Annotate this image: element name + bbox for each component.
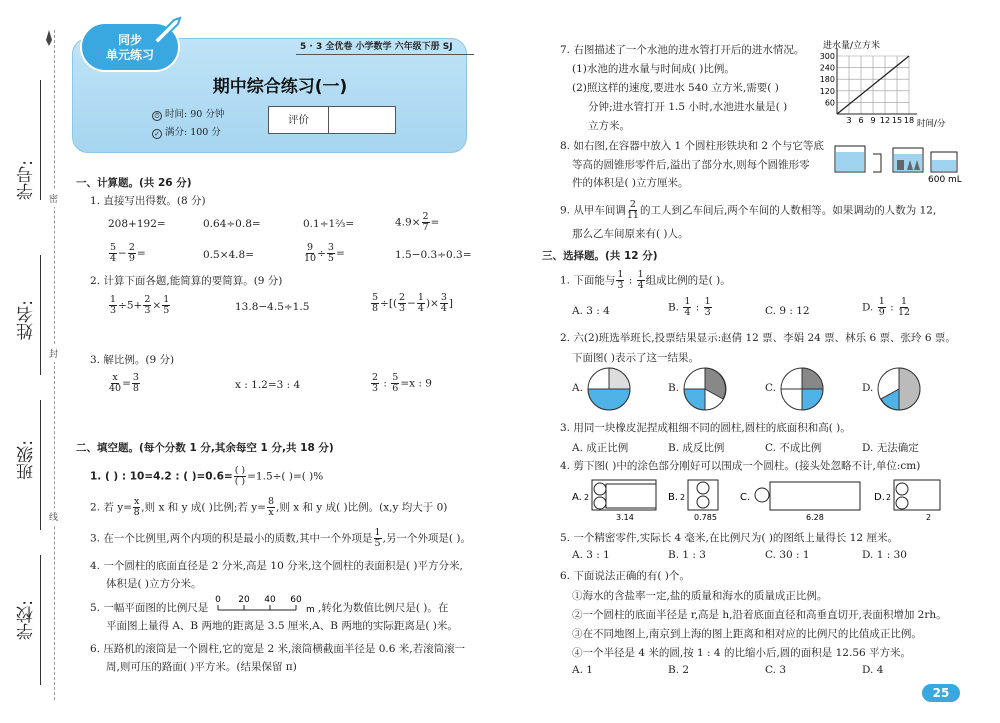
seal-xian: 线 — [49, 508, 58, 525]
r7-prompt: 7. 右图描述了一个水池的进水管打开后的进水情况。 — [560, 44, 805, 56]
chart-ytick: 120 — [819, 86, 835, 96]
cut-line — [54, 30, 55, 700]
q1-item-6: 0.5×4.8= — [203, 249, 254, 261]
net-d-label: D. — [874, 492, 885, 503]
fill-6a: 6. 压路机的滚筒是一个圆柱,它的宽是 2 米,滚筒横截面半径是 0.6 米,若滚筒滚一 — [90, 643, 466, 655]
chart-ytick: 240 — [819, 63, 835, 73]
c2-option-d-label[interactable]: D. — [862, 382, 874, 394]
section-3-heading: 三、选择题。(共 12 分) — [542, 250, 658, 262]
q2-prompt: 2. 计算下面各题,能简算的要简算。(9 分) — [90, 275, 283, 287]
c1-option-a[interactable]: A. 3 : 4 — [572, 305, 610, 317]
c6-option-a[interactable]: A. 1 — [572, 664, 593, 676]
r7-sub2: (2)照这样的速度,要进水 540 立方米,需要( ) — [572, 82, 779, 94]
c5-option-b[interactable]: B. 1 : 3 — [668, 549, 706, 561]
c6-option-d[interactable]: D. 4 — [862, 664, 884, 676]
fill-5b: ,转化为数值比例尺是( )。在 — [318, 602, 449, 614]
c6-statement-2: ②一个圆柱的底面半径是 r,高是 h,沿着底面直径和高垂直切开,表面积增加 2rh。 — [572, 609, 947, 621]
fill-2: 2. 若 y= $\frac{x}{8}$ ,则 x 和 y 成( )比例;若 y= $\frac{8}{x}$ ,则 x 和 y 成( )比例。(x,y 均大于 0) — [90, 496, 448, 518]
chart-xlabel: 时间/分 — [917, 119, 946, 129]
evaluation-box[interactable] — [268, 106, 396, 134]
q1-item-5: $\frac{5}{4}$ − $\frac{2}{9}$ = — [110, 242, 146, 264]
seal-mi: 密 — [49, 190, 58, 207]
section-1-heading: 一、计算题。(共 26 分) — [76, 177, 192, 189]
fill-1: 1. ( ) : 10=4.2 : ( )=0.6= $\frac{( )}{( )}$ =1.5÷( )=( )% — [90, 465, 324, 487]
chart-ytick: 60 — [824, 98, 835, 108]
q3-item-1: $\frac{x}{40}$ = $\frac{3}{8}$ — [109, 372, 139, 394]
net-c-label: C. — [740, 492, 751, 503]
c5-option-c[interactable]: C. 30 : 1 — [765, 549, 810, 561]
fill-4b: 体积是( )立方分米。 — [106, 578, 202, 590]
seal-feng: 封 — [49, 345, 58, 362]
c2-option-b-label[interactable]: B. — [668, 382, 680, 394]
c6-option-b[interactable]: B. 2 — [668, 664, 690, 676]
binding-strip — [0, 0, 70, 723]
q2-item-3: $\frac{5}{8}$ ÷[( $\frac{2}{3}$ − $\frac{1}{4}$ )× $\frac{3}{4}$ ] — [372, 292, 454, 314]
chart-xtick: 15 — [891, 116, 903, 125]
student-no-line — [40, 80, 41, 200]
net-a-width: 3.14 — [616, 513, 634, 522]
fill-3: 3. 在一个比例里,两个内项的积是最小的质数,其中一个外项是 $\frac{1}{5}$ ,另一个外项是( )。 — [90, 527, 471, 549]
c1-option-b[interactable]: B. $\frac{1}{4}$ : $\frac{1}{3}$ — [668, 296, 711, 318]
scale-bar — [210, 592, 318, 616]
chart-xtick: 18 — [903, 116, 915, 125]
r9-line1: 9. 从甲车间调 $\frac{2}{11}$ 的工人到乙车间后,两个车间的人数相等。如果调动的人数为 12, — [560, 199, 937, 221]
container-figure — [833, 138, 963, 184]
q1-prompt: 1. 直接写出得数。(8 分) — [90, 195, 206, 207]
clock-icon: ⏱ — [152, 111, 162, 121]
page-number: 25 — [922, 684, 960, 702]
c3-option-d[interactable]: D. 无法确定 — [862, 442, 919, 454]
fill-4a: 4. 一个圆柱的底面直径是 2 分米,高是 10 分米,这个圆柱的表面积是( )平方分米, — [90, 560, 463, 572]
scale-tick-40: 40 — [264, 595, 276, 605]
net-a-label: A. — [572, 492, 582, 503]
evaluation-label: 评价 — [269, 107, 329, 133]
q3-item-3: $\frac{2}{3}$ : $\frac{5}{6}$ =x : 9 — [372, 372, 432, 394]
fill-5c: 平面图上量得 A、B 两地的距离是 3.5 厘米,A、B 两地的实际距离是( )米。 — [106, 620, 458, 632]
c3-option-c[interactable]: C. 不成比例 — [765, 442, 822, 454]
school-label: 学校: — [17, 600, 37, 640]
class-label: 班级: — [17, 440, 37, 480]
fill-5a: 5. 一幅平面图的比例尺是 — [90, 602, 209, 614]
fig8-label: 600 mL — [928, 175, 962, 184]
chart-xtick: 3 — [846, 116, 852, 125]
q1-item-4: 4.9× $\frac{2}{7}$ = — [395, 211, 440, 233]
r8-line1: 8. 如右图,在容器中放入 1 个圆柱形铁块和 2 个与它等底 — [560, 140, 824, 152]
c6-prompt: 6. 下面说法正确的有( )个。 — [560, 570, 690, 582]
unit-badge: 同步 单元练习 — [80, 22, 180, 72]
c2-line1: 2. 六(2)班选举班长,投票结果显示:赵倩 12 票、李娟 24 票、林乐 6 票、张玲 6 票。 — [560, 332, 956, 344]
q3-prompt: 3. 解比例。(9 分) — [90, 354, 175, 366]
rocket-icon — [150, 14, 184, 44]
chart-ytick: 300 — [819, 52, 835, 61]
q3-item-2: x : 1.2=3 : 4 — [235, 379, 301, 391]
pie-d — [876, 366, 922, 412]
time-info: ⏱ 时间: 90 分钟 — [152, 106, 224, 121]
chart-xtick: 6 — [858, 116, 864, 125]
scale-tick-0: 0 — [215, 595, 221, 605]
c4-prompt: 4. 剪下图( )中的涂色部分刚好可以围成一个圆柱。(接头处忽略不计,单位:cm) — [560, 460, 921, 472]
c6-option-c[interactable]: C. 3 — [765, 664, 787, 676]
chart-xtick: 12 — [879, 116, 891, 125]
chart-xtick: 9 — [870, 116, 876, 125]
c3-option-a[interactable]: A. 成正比例 — [572, 442, 629, 454]
c2-line2: 下面图( )表示了这一结果。 — [572, 352, 700, 364]
water-chart — [805, 38, 965, 134]
c5-prompt: 5. 一个精密零件,实际长 4 毫米,在比例尺为( )的图纸上量得长 12 厘米。 — [560, 532, 898, 544]
q1-item-8: 1.5−0.3÷0.3= — [395, 249, 472, 261]
c1-prompt: 1. 下面能与 $\frac{1}{3}$ : $\frac{1}{4}$ 组成比例的是( )。 — [560, 269, 731, 291]
scale-unit: m — [306, 605, 315, 615]
c3-prompt: 3. 用同一块橡皮泥捏成粗细不同的圆柱,圆柱的底面积和高( )。 — [560, 422, 851, 434]
c2-option-a-label[interactable]: A. — [572, 382, 583, 394]
net-figures — [570, 476, 960, 522]
r7-sub2b: 分钟;进水管打开 1.5 小时,水池进水量是( ) — [588, 101, 788, 113]
q1-item-3: 0.1÷1⅔= — [303, 218, 355, 230]
pie-c — [779, 366, 825, 412]
section-2-heading: 二、填空题。(每个分数 1 分,其余每空 1 分,共 18 分) — [76, 442, 334, 454]
c1-option-c[interactable]: C. 9 : 12 — [765, 305, 810, 317]
net-a-h: 2 — [584, 493, 590, 502]
c1-option-d[interactable]: D. $\frac{1}{9}$ : $\frac{1}{12}$ — [862, 296, 911, 318]
class-line — [40, 400, 41, 530]
net-b-label: B. — [668, 492, 679, 503]
scale-tick-60: 60 — [290, 595, 302, 605]
r7-sub1: (1)水池的进水量与时间成( )比例。 — [572, 63, 735, 75]
net-d-width: 2 — [926, 513, 932, 522]
c5-option-a[interactable]: A. 3 : 1 — [572, 549, 610, 561]
pie-b — [682, 366, 728, 412]
fill-6b: 周,则可压的路面( )平方米。(结果保留 π) — [106, 661, 297, 673]
school-line — [40, 555, 41, 685]
c2-option-c-label[interactable]: C. — [765, 382, 776, 394]
q1-item-1: 208+192= — [108, 218, 166, 230]
name-label: 姓名: — [17, 300, 37, 340]
q1-item-2: 0.64÷0.8= — [203, 218, 261, 230]
score-info: ✓ 满分: 100 分 — [152, 124, 221, 139]
chart-title: 进水量/立方米 — [823, 41, 881, 51]
r7-sub2c: 立方米。 — [588, 120, 630, 132]
c3-option-b[interactable]: B. 成反比例 — [668, 442, 725, 454]
c6-statement-1: ①海水的含盐率一定,盐的质量和海水的质量成正比例。 — [572, 590, 828, 602]
net-c-width: 6.28 — [806, 513, 824, 522]
series-label: 5 · 3 全优卷 小学数学 六年级下册 SJ — [300, 42, 453, 52]
c6-statement-4: ④一个半径是 4 米的圆,按 1 : 4 的比缩小后,圆的面积是 12.56 平方米。 — [572, 647, 912, 659]
pie-a — [586, 366, 632, 412]
r8-line2: 等高的圆锥形零件后,溢出了部分水,则每个圆锥形零 — [572, 159, 810, 171]
chart-ytick: 180 — [819, 75, 835, 85]
net-b-h: 2 — [680, 493, 686, 502]
student-no-label: 学号: — [17, 160, 37, 200]
scale-tick-20: 20 — [238, 595, 250, 605]
r9-line2: 那么乙车间原来有( )人。 — [572, 228, 689, 240]
r8-line3: 件的体积是( )立方厘米。 — [572, 177, 689, 189]
pen-icon — [44, 30, 54, 46]
check-icon: ✓ — [152, 129, 162, 139]
name-line — [40, 255, 41, 375]
q2-item-2: 13.8−4.5÷1.5 — [235, 301, 310, 313]
c5-option-d[interactable]: D. 1 : 30 — [862, 549, 907, 561]
q1-item-7: $\frac{9}{10}$ ÷ $\frac{3}{5}$ = — [304, 242, 345, 264]
page-title: 期中综合练习(一) — [212, 77, 348, 97]
series-rule — [296, 54, 474, 55]
q2-item-1: $\frac{1}{3}$ ÷5+ $\frac{2}{3}$ × $\frac{1}{5}$ — [110, 294, 170, 316]
net-b-width: 0.785 — [694, 513, 717, 522]
c6-statement-3: ③在不同地图上,南京到上海的图上距离和相对应的比例尺的比值成正比例。 — [572, 628, 922, 640]
net-d-h: 2 — [886, 493, 892, 502]
